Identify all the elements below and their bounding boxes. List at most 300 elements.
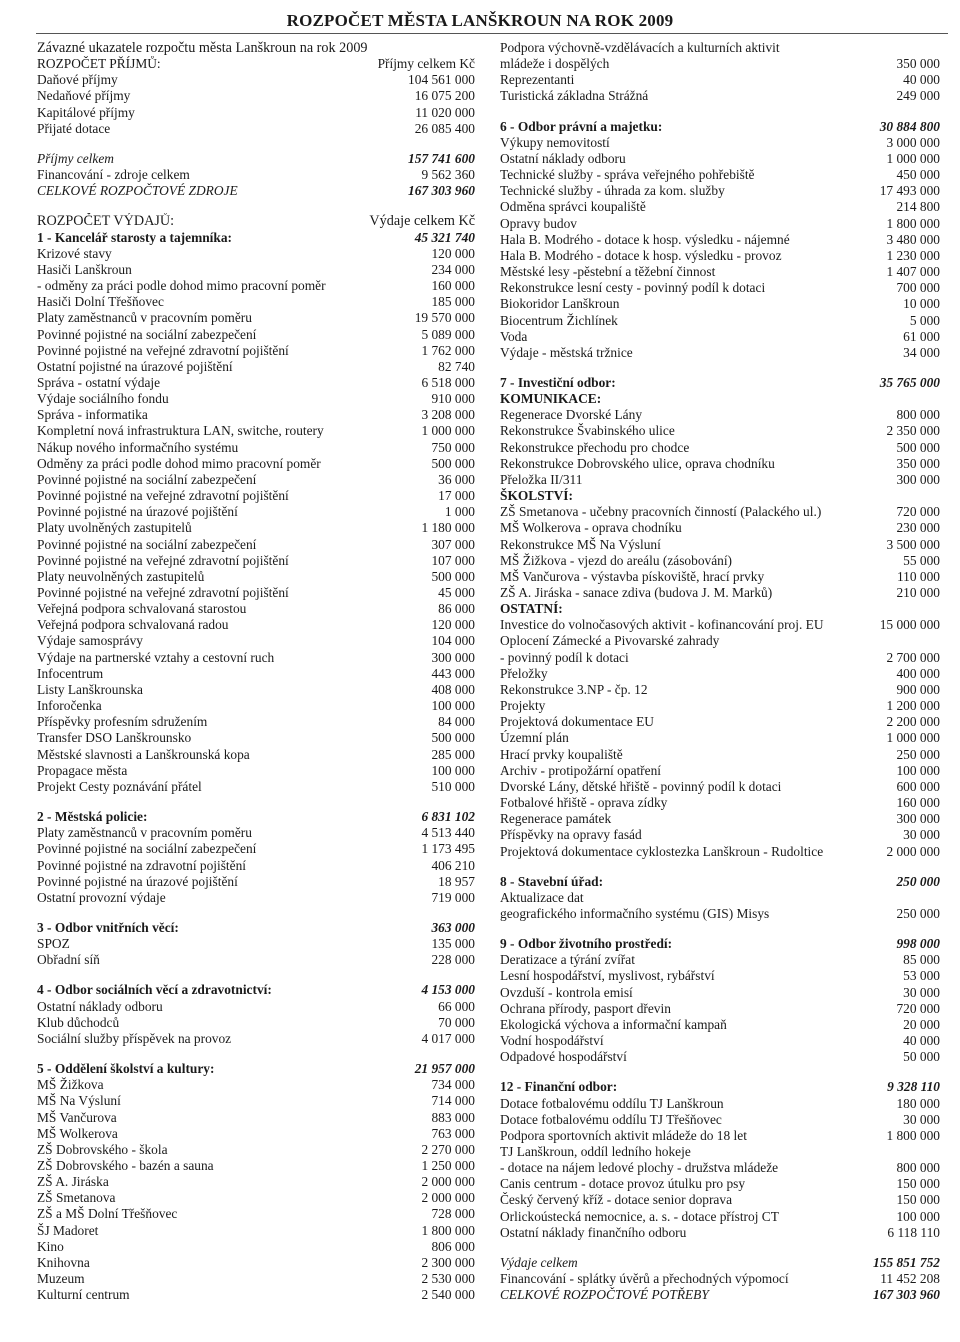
line-label: Platy zaměstnanců v pracovním poměru [37, 310, 252, 326]
line-amount: 3 000 000 [886, 134, 940, 150]
line-label: Výdaje samosprávy [37, 633, 143, 649]
line-amount: 30 884 800 [879, 118, 940, 134]
line-amount: 120 000 [431, 245, 475, 261]
line-amount: 1 000 000 [421, 423, 475, 439]
line-label: 3 - Odbor vnitřních věcí: [37, 919, 179, 935]
budget-line [500, 56, 940, 72]
line-label: Financování - splátky úvěrů a přechodných výpomocí [500, 1271, 789, 1287]
budget-line [500, 985, 940, 1001]
line-label: Ovzduší - kontrola emisí [500, 984, 633, 1000]
budget-line [500, 747, 940, 763]
line-label: Klub důchodců [37, 1014, 120, 1030]
budget-line [37, 440, 475, 456]
line-label: Inforočenka [37, 698, 102, 714]
budget-line [500, 248, 940, 264]
budget-line [37, 633, 475, 649]
line-label: Vodní hospodářství [500, 1033, 604, 1049]
budget-line [37, 714, 475, 730]
budget-line [37, 391, 475, 407]
line-label: ZŠ a MŠ Dolní Třešňovec [37, 1206, 178, 1222]
line-label: Rekonstrukce lesní cesty - povinný podíl k dotaci [500, 280, 766, 296]
line-amount: 1 250 000 [421, 1158, 475, 1173]
budget-line [37, 213, 475, 229]
line-amount: 510 000 [431, 778, 475, 794]
line-label: KOMUNIKACE: [500, 391, 602, 407]
line-label: Povinné pojistné na veřejné zdravotní pojištění [37, 342, 289, 358]
line-amount: 700 000 [896, 280, 940, 296]
budget-line [500, 296, 940, 312]
budget-line [37, 1126, 475, 1142]
line-amount: Příjmy celkem Kč [377, 56, 475, 72]
line-label: Projektová dokumentace EU [500, 714, 654, 730]
line-label: Aktualizace dat [500, 889, 584, 905]
line-amount: 500 000 [431, 730, 475, 746]
line-amount: 300 000 [896, 471, 940, 487]
line-amount: 3 480 000 [886, 231, 940, 247]
budget-line [500, 407, 940, 423]
line-amount: 10 000 [903, 296, 940, 312]
line-amount: 714 000 [431, 1093, 475, 1109]
line-label: Orlickoústecká nemocnice, a. s. - dotace přístroj CT [500, 1208, 779, 1224]
budget-line [37, 999, 475, 1015]
line-amount: 214 800 [896, 199, 940, 215]
line-label: ROZPOČET PŘÍJMŮ: [37, 56, 161, 72]
line-amount: 1 000 [444, 504, 475, 520]
budget-line [37, 1110, 475, 1126]
line-label: ZŠ A. Jiráska - sanace zdiva (budova J. M. Marků) [500, 585, 773, 600]
line-label: Příspěvky na opravy fasád [500, 827, 642, 843]
line-label: Hrací prvky koupaliště [500, 746, 623, 762]
line-amount: 17 493 000 [879, 183, 940, 199]
budget-line [37, 88, 475, 104]
line-amount: 719 000 [431, 889, 475, 905]
line-label: Povinné pojistné na úrazové pojištění [37, 504, 238, 520]
line-label: - dotace na nájem ledové plochy - družstva mládeže [500, 1160, 779, 1176]
line-label: Voda [500, 328, 528, 344]
budget-line [37, 262, 475, 278]
line-label: Rekonstrukce 3.NP - čp. 12 [500, 681, 648, 697]
line-label: Povinné pojistné na úrazové pojištění [37, 873, 238, 889]
budget-line [500, 968, 940, 984]
page-title: ROZPOČET MĚSTA LANŠKROUN NA ROK 2009 [286, 11, 674, 30]
line-label: 12 - Finanční odbor: [500, 1079, 618, 1095]
line-amount: 720 000 [896, 1000, 940, 1016]
section-spacer [500, 1065, 940, 1079]
line-label: Ostatní náklady odboru [500, 150, 626, 166]
line-label: Fotbalové hřiště - oprava zídky [500, 795, 668, 811]
budget-line [37, 472, 475, 488]
line-amount: 1 800 000 [886, 1127, 940, 1143]
line-amount: 36 000 [438, 471, 475, 487]
line-amount: 3 208 000 [421, 407, 475, 423]
budget-line [37, 327, 475, 343]
budget-line [500, 329, 940, 345]
budget-line [37, 1190, 475, 1206]
line-label: TJ Lanškroun, oddíl ledního hokeje [500, 1144, 691, 1159]
line-amount: 728 000 [431, 1206, 475, 1222]
line-amount: 66 000 [438, 998, 475, 1014]
line-label: 1 - Kancelář starosty a tajemníka: [37, 229, 233, 245]
budget-line [500, 795, 940, 811]
budget-line [500, 1128, 940, 1144]
line-label: OSTATNÍ: [500, 601, 563, 617]
budget-line [37, 841, 475, 857]
line-label: Hala B. Modrého - dotace k hosp. výsledku - provoz [500, 247, 782, 263]
line-amount: 53 000 [903, 968, 940, 984]
line-amount: 45 321 740 [414, 229, 475, 245]
line-amount: 167 303 960 [408, 183, 475, 199]
line-label: Příspěvky profesním sdružením [37, 714, 208, 730]
line-label: Povinné pojistné na veřejné zdravotní pojištění [37, 552, 289, 568]
line-label: Výkupy nemovitostí [500, 134, 610, 150]
line-amount: 750 000 [431, 439, 475, 455]
line-amount: 5 089 000 [421, 326, 475, 342]
budget-line [500, 952, 940, 968]
line-label: SPOZ [37, 936, 70, 952]
line-amount: 120 000 [431, 617, 475, 633]
line-label: Ostatní provozní výdaje [37, 889, 166, 905]
line-amount: 2 350 000 [886, 423, 940, 439]
budget-line [37, 520, 475, 536]
left-column [37, 40, 475, 1303]
line-label: Výdaje - městská tržnice [500, 344, 633, 360]
budget-line [500, 1192, 940, 1208]
budget-line [37, 121, 475, 137]
budget-line [37, 310, 475, 326]
line-label: Rekonstrukce Švabinského ulice [500, 423, 675, 439]
line-label: Povinné pojistné na sociální zabezpečení [37, 536, 257, 552]
budget-line [37, 936, 475, 952]
line-label: MŠ Vančurova [37, 1109, 117, 1125]
line-label: Opravy budov [500, 215, 577, 231]
budget-line [37, 1015, 475, 1031]
budget-line [500, 1225, 940, 1241]
line-amount: 1 407 000 [886, 264, 940, 280]
line-amount: 160 000 [896, 795, 940, 811]
budget-line [500, 1176, 940, 1192]
line-amount: 100 000 [431, 762, 475, 778]
line-amount: 285 000 [431, 746, 475, 762]
line-label: Financování - zdroje celkem [37, 167, 190, 183]
line-label: Transfer DSO Lanškrounsko [37, 730, 192, 746]
line-label: MŠ Wolkerova - oprava chodníku [500, 520, 682, 536]
line-label: geografického informačního systému (GIS) Misys [500, 905, 770, 921]
line-amount: 250 000 [896, 746, 940, 762]
line-amount: 910 000 [431, 391, 475, 407]
line-label: Hasiči Dolní Třešňovec [37, 294, 164, 310]
budget-line [500, 456, 940, 472]
section-spacer [37, 795, 475, 809]
line-label: MŠ Žižkova - vjezd do areálu (zásobování) [500, 552, 733, 568]
line-label: 7 - Investiční odbor: [500, 374, 616, 390]
line-amount: 2 000 000 [421, 1174, 475, 1190]
line-amount: 84 000 [438, 714, 475, 730]
line-label: Dotace fotbalovému oddílu TJ Třešňovec [500, 1111, 722, 1127]
budget-line [37, 982, 475, 998]
budget-line [500, 375, 940, 391]
budget-line [500, 423, 940, 439]
budget-line [37, 1158, 475, 1174]
line-amount: 1 230 000 [886, 247, 940, 263]
line-amount: 18 957 [438, 873, 475, 889]
line-label: Povinné pojistné na sociální zabezpečení [37, 841, 257, 857]
line-label: Správa - ostatní výdaje [37, 374, 161, 390]
line-amount: 720 000 [896, 504, 940, 520]
line-label: ŠJ Madoret [37, 1222, 99, 1238]
line-amount: 1 000 000 [886, 730, 940, 746]
line-label: Správa - informatika [37, 407, 148, 423]
line-label: Český červený kříž - dotace senior doprava [500, 1192, 733, 1208]
budget-line [500, 151, 940, 167]
section-spacer [37, 199, 475, 213]
budget-line [500, 88, 940, 104]
line-amount: 21 957 000 [414, 1061, 475, 1077]
budget-line [500, 1287, 940, 1303]
budget-line [37, 553, 475, 569]
line-label: Rekonstrukce MŠ Na Výsluní [500, 536, 661, 552]
line-amount: 104 561 000 [408, 72, 475, 88]
line-amount: 210 000 [896, 585, 940, 600]
budget-line [500, 811, 940, 827]
line-amount: 763 000 [431, 1125, 475, 1141]
line-amount: 34 000 [903, 344, 940, 360]
budget-line [500, 313, 940, 329]
line-label: 2 - Městská policie: [37, 809, 148, 825]
line-amount: 86 000 [438, 601, 475, 617]
line-label: ZŠ Smetanova - učebny pracovních činností (Palackého ul.) [500, 504, 822, 520]
budget-line [500, 504, 940, 520]
line-amount: 4 153 000 [421, 982, 475, 998]
budget-line [500, 906, 940, 922]
line-label: CELKOVÉ ROZPOČTOVÉ ZDROJE [37, 183, 238, 199]
line-label: Veřejná podpora schvalovaná radou [37, 617, 229, 633]
budget-line [37, 407, 475, 423]
line-amount: 1 173 495 [421, 841, 475, 857]
line-label: Projektová dokumentace cyklostezka Lanškroun - Rudoltice [500, 843, 824, 859]
line-amount: 1 800 000 [886, 215, 940, 231]
line-label: Dvorské Lány, dětské hřiště - povinný podíl k dotaci [500, 778, 782, 794]
line-label: Regenerace památek [500, 811, 612, 827]
line-amount: 300 000 [896, 811, 940, 827]
budget-line [37, 874, 475, 890]
budget-line [37, 1142, 475, 1158]
budget-line [500, 779, 940, 795]
budget-line [500, 601, 940, 617]
budget-line [37, 1239, 475, 1255]
line-amount: 450 000 [896, 167, 940, 183]
line-label: CELKOVÉ ROZPOČTOVÉ POTŘEBY [500, 1287, 709, 1303]
line-amount: 2 530 000 [421, 1271, 475, 1287]
line-amount: 998 000 [896, 936, 940, 952]
line-label: Daňové příjmy [37, 72, 118, 88]
budget-line [37, 617, 475, 633]
line-amount: 150 000 [896, 1192, 940, 1208]
line-label: Regenerace Dvorské Lány [500, 407, 643, 423]
budget-line [37, 423, 475, 439]
line-label: Ekologická výchova a informační kampaň [500, 1016, 727, 1032]
line-label: Městské lesy -pěstební a těžební činnost [500, 264, 716, 280]
line-amount: 157 741 600 [408, 150, 475, 166]
line-amount: 2 270 000 [421, 1141, 475, 1157]
line-amount: 100 000 [896, 762, 940, 778]
budget-line [500, 1017, 940, 1033]
line-amount: 82 740 [438, 358, 475, 374]
budget-line [500, 520, 940, 536]
line-amount: 100 000 [896, 1208, 940, 1224]
line-amount: 16 075 200 [414, 88, 475, 104]
line-amount: 500 000 [431, 455, 475, 471]
line-amount: 500 000 [896, 439, 940, 455]
budget-line [500, 1033, 940, 1049]
line-label: Technické služby - správa veřejného pohřebiště [500, 167, 755, 183]
line-label: Příjmy celkem [37, 150, 114, 166]
line-label: Povinné pojistné na sociální zabezpečení [37, 471, 257, 487]
budget-line [500, 1160, 940, 1176]
section-spacer [500, 1241, 940, 1255]
budget-line [37, 343, 475, 359]
line-label: MŠ Na Výsluní [37, 1093, 121, 1109]
budget-line [500, 936, 940, 952]
line-label: Obřadní síň [37, 952, 100, 968]
section-spacer [37, 906, 475, 920]
budget-line [500, 1112, 940, 1128]
line-label: 4 - Odbor sociálních věcí a zdravotnictví: [37, 982, 272, 998]
section-spacer [500, 361, 940, 375]
line-label: Listy Lanškrounska [37, 681, 143, 697]
line-amount: 70 000 [438, 1014, 475, 1030]
line-amount: 4 513 440 [421, 825, 475, 841]
line-amount: 3 500 000 [886, 536, 940, 552]
budget-line [37, 952, 475, 968]
line-amount: 2 700 000 [886, 649, 940, 665]
right-column [500, 40, 940, 1303]
budget-line [37, 151, 475, 167]
budget-line [500, 553, 940, 569]
budget-line [500, 827, 940, 843]
budget-line [37, 601, 475, 617]
line-amount: 1 800 000 [421, 1222, 475, 1238]
budget-line [500, 1271, 940, 1287]
line-amount: 400 000 [896, 665, 940, 681]
line-label: Nákup nového informačního systému [37, 439, 239, 455]
line-amount: 2 000 000 [886, 843, 940, 859]
line-label: Výdaje na partnerské vztahy a cestovní ruch [37, 649, 275, 665]
budget-line [37, 1174, 475, 1190]
budget-line [37, 40, 475, 56]
section-spacer [500, 860, 940, 874]
section-spacer [37, 137, 475, 151]
budget-line [500, 633, 940, 649]
line-amount: 11 020 000 [415, 104, 475, 120]
budget-line [37, 763, 475, 779]
line-label: Dotace fotbalovému oddílu TJ Lanškroun [500, 1095, 724, 1111]
budget-line [500, 617, 940, 633]
budget-line [37, 682, 475, 698]
line-amount: 2 200 000 [886, 714, 940, 730]
budget-line [37, 359, 475, 375]
line-label: Canis centrum - dotace provoz útulku pro psy [500, 1176, 746, 1192]
budget-line [37, 569, 475, 585]
line-amount: 104 000 [431, 633, 475, 649]
line-label: Povinné pojistné na zdravotní pojištění [37, 857, 247, 873]
line-label: Deratizace a týrání zvířat [500, 952, 635, 968]
line-label: Muzeum [37, 1271, 85, 1287]
line-amount: 19 570 000 [414, 310, 475, 326]
line-label: Ostatní náklady odboru [37, 998, 163, 1014]
budget-line [37, 537, 475, 553]
line-label: Biocentrum Žichlínek [500, 312, 618, 328]
line-amount: 30 000 [903, 827, 940, 843]
line-label: Platy zaměstnanců v pracovním poměru [37, 825, 252, 841]
budget-line [37, 858, 475, 874]
section-spacer [37, 968, 475, 982]
line-label: Technické služby - úhrada za kom. služby [500, 183, 725, 199]
budget-line [37, 1287, 475, 1303]
line-amount: 2 540 000 [421, 1287, 475, 1303]
line-label: Lesní hospodářství, myslivost, rybářství [500, 968, 715, 984]
line-label: ZŠ A. Jiráska [37, 1174, 109, 1190]
line-label: ZŠ Smetanova [37, 1190, 116, 1206]
budget-line [37, 72, 475, 88]
line-amount: 250 000 [896, 873, 940, 889]
line-label: Rekonstrukce přechodu pro chodce [500, 439, 690, 455]
line-label: Projekt Cesty poznávání přátel [37, 778, 202, 794]
budget-line [500, 763, 940, 779]
line-amount: 1 762 000 [421, 342, 475, 358]
line-label: Kompletní nová infrastruktura LAN, switche, routery [37, 423, 324, 439]
budget-line [37, 375, 475, 391]
line-label: Hasiči Lanškroun [37, 261, 132, 277]
line-amount: 61 000 [903, 328, 940, 344]
budget-line [37, 1031, 475, 1047]
line-amount: 443 000 [431, 665, 475, 681]
line-amount: 150 000 [896, 1176, 940, 1192]
line-label: ŠKOLSTVÍ: [500, 488, 573, 504]
line-amount: 40 000 [903, 1033, 940, 1049]
budget-line [37, 920, 475, 936]
budget-line [500, 874, 940, 890]
budget-line [500, 40, 940, 56]
budget-line [37, 890, 475, 906]
budget-line [500, 183, 940, 199]
budget-line [500, 569, 940, 585]
line-label: Hala B. Modrého - dotace k hosp. výsledku - nájemné [500, 231, 790, 247]
line-amount: 230 000 [896, 520, 940, 536]
budget-line [500, 682, 940, 698]
budget-line [500, 345, 940, 361]
line-label: - odměny za práci podle dohod mimo pracovní poměr [37, 278, 326, 294]
budget-line [37, 1077, 475, 1093]
line-amount: 45 000 [438, 585, 475, 600]
line-amount: 500 000 [431, 568, 475, 584]
section-spacer [500, 922, 940, 936]
budget-line [37, 183, 475, 199]
line-label: Odměny za práci podle dohod mimo pracovní poměr [37, 455, 321, 471]
budget-line [500, 135, 940, 151]
line-amount: 1 200 000 [886, 698, 940, 714]
line-label: Knihovna [37, 1254, 90, 1270]
budget-line [37, 294, 475, 310]
budget-line [37, 105, 475, 121]
line-label: Oplocení Zámecké a Pivovarské zahrady [500, 633, 720, 649]
budget-line [37, 1255, 475, 1271]
line-label: Závazné ukazatele rozpočtu města Lanškroun na rok 2009 [37, 40, 368, 56]
budget-line [500, 890, 940, 906]
line-amount: 9 328 110 [887, 1079, 940, 1095]
line-label: Investice do volnočasových aktivit - kofinancování proj. EU [500, 617, 824, 633]
line-label: Veřejná podpora schvalovaná starostou [37, 601, 247, 617]
line-label: Kulturní centrum [37, 1287, 130, 1303]
